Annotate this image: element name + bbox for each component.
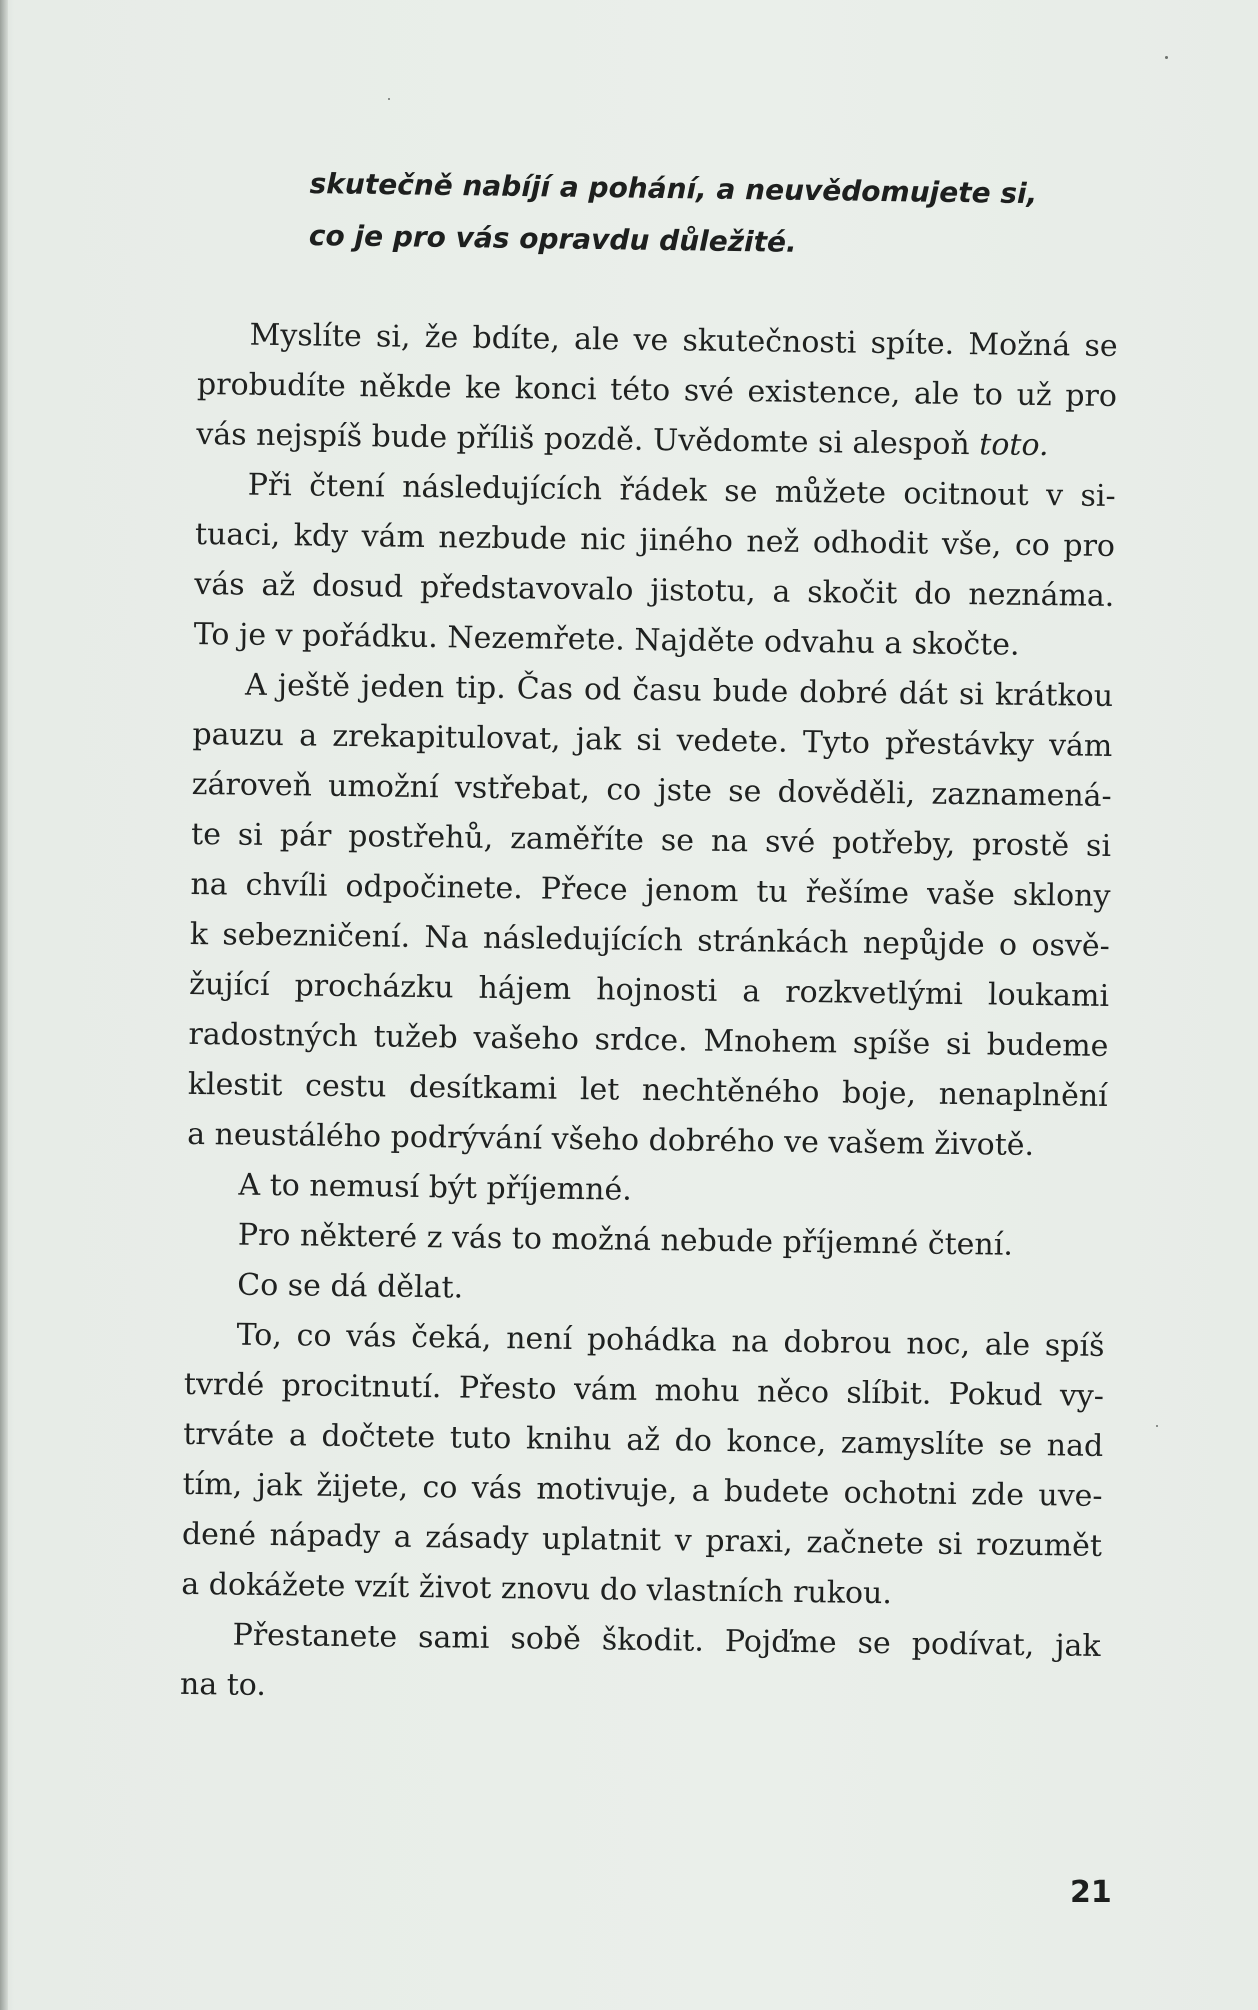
emphasis-word: toto. <box>979 427 1049 464</box>
text-line: a neustálého podrývání všeho dobrého ve vašem životě. <box>186 1116 1035 1164</box>
text-line: trváte a dočtete tuto knihu až do konce, zamyslíte se nad <box>183 1416 1104 1464</box>
text-line: radostných tužeb vašeho srdce. Mnohem spíše si budeme <box>188 1016 1109 1064</box>
text-line: te si pár postřehů, zaměříte se na své potřeby, prostě si <box>190 816 1112 864</box>
text-line: klestit cestu desítkami let nechtěného boje, nenaplnění <box>187 1066 1109 1114</box>
body-text <box>180 310 1118 1722</box>
text-line: pauzu a zrekapitulovat, jak si vedete. Tyto přestávky vám <box>192 716 1113 765</box>
text-line: A to nemusí být příjemné. <box>238 1167 632 1208</box>
text-line: To, co vás čeká, není pohádka na dobrou noc, ale spíš <box>236 1317 1105 1364</box>
page-gutter <box>0 0 8 2010</box>
intro-emphasis <box>309 158 1110 273</box>
text-line: tím, jak žijete, co vás motivuje, a budete ochotni zde uve- <box>182 1466 1103 1514</box>
text-line: Při čtení následujících řádek se můžete ocitnout v si- <box>247 467 1116 515</box>
text-line: Co se dá dělat. <box>237 1267 464 1306</box>
text-line: tuaci, kdy vám nezbude nic jiného než odhodit vše, co pro <box>194 516 1116 565</box>
intro-line: co je pro vás opravdu důležité. <box>308 218 797 259</box>
text-line: vás až dosud představovalo jistotu, a skočit do neznáma. <box>194 566 1115 615</box>
text-line: a dokážete vzít život znovu do vlastních rukou. <box>181 1566 893 1612</box>
text-line: tvrdé procitnutí. Přesto vám mohu něco slíbit. Pokud vy- <box>183 1366 1105 1414</box>
text-line: A ještě jeden tip. Čas od času bude dobré dát si krátkou <box>244 667 1114 715</box>
intro-line: skutečně nabíjí a pohání, a neuvědomujete si, <box>309 166 1038 211</box>
paper-speck <box>1156 1425 1158 1427</box>
text-line-part: vás nejspíš bude příliš pozdě. Uvědomte si alespoň <box>196 416 980 463</box>
text-line: dené nápady a zásady uplatnit v praxi, začnete si rozumět <box>181 1516 1103 1564</box>
text-line: žující procházku hájem hojnosti a rozkvetlými loukami <box>188 966 1110 1014</box>
text-line: probudíte někde ke konci této své existence, ale to už pro <box>196 366 1118 415</box>
text-line: Pro některé z vás to možná nebude příjemné čtení. <box>237 1217 1014 1263</box>
text-line: na to. <box>179 1666 267 1704</box>
paper-speck <box>388 98 390 100</box>
page-number: 21 <box>1070 1875 1112 1910</box>
text-line: To je v pořádku. Nezemřete. Najděte odvahu a skočte. <box>193 616 1020 663</box>
text-line: k sebezničení. Na následujících stránkách nepůjde o osvě- <box>189 916 1110 964</box>
text-line: Myslíte si, že bdíte, ale ve skutečnosti spíte. Možná se <box>249 317 1118 365</box>
text-line: na chvíli odpočinete. Přece jenom tu řešíme vaše sklony <box>190 866 1111 914</box>
paper-speck <box>1165 56 1168 59</box>
text-line: Přestanete sami sobě škodit. Pojďme se podívat, jak <box>232 1617 1101 1664</box>
text-line: zároveň umožní vstřebat, co jste se dověděli, zaznamená- <box>191 766 1112 815</box>
